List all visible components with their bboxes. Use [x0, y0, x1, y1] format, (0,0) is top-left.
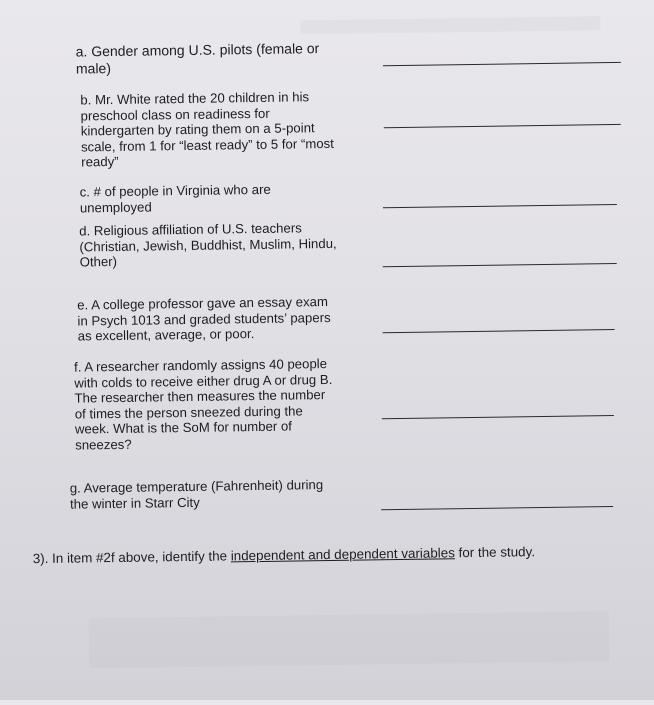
item-c-answer-line [383, 204, 617, 208]
question-3-prefix: 3). In item #2f above, identify the [32, 548, 231, 567]
question-3 [33, 544, 535, 566]
item-e-answer-line [383, 329, 615, 333]
item-e-text: e. A college professor gave an essay exam in Psych 1013 and graded students’ papers as excellent, average, or poor. [77, 294, 331, 344]
item-b-answer-line [384, 124, 621, 128]
item-a-text: a. Gender among U.S. pilots (female or male) [75, 40, 320, 77]
item-a-answer-line [383, 62, 621, 66]
item-g-text: g. Average temperature (Fahrenheit) during the winter in Starr City [69, 477, 324, 512]
item-b-text: b. Mr. White rated the 20 children in his preschool class on readiness for kindergarten by rating them on a 5-point scale, from 1 for “least ready” to 5 for “most ready” [80, 89, 334, 170]
question-3-suffix: for the study. [454, 544, 536, 561]
bleed-through-shadow-1 [300, 16, 600, 34]
item-f-answer-line [382, 415, 614, 419]
question-3-underlined: independent and dependent variables [230, 545, 455, 564]
bleed-through-shadow-2 [89, 611, 610, 668]
item-d-answer-line [383, 263, 617, 267]
item-f-text: f. A researcher randomly assigns 40 people with colds to receive either drug A or drug B. The researcher then measures the number of times the person sneezed during the week. What is the SoM for number of sneezes? [73, 356, 333, 453]
item-g-answer-line [381, 506, 613, 510]
item-c-text: c. # of people in Virginia who are unemployed [79, 181, 271, 216]
item-d-text: d. Religious affiliation of U.S. teachers (Christian, Jewish, Buddhist, Muslim, Hindu, Other) [79, 220, 337, 270]
